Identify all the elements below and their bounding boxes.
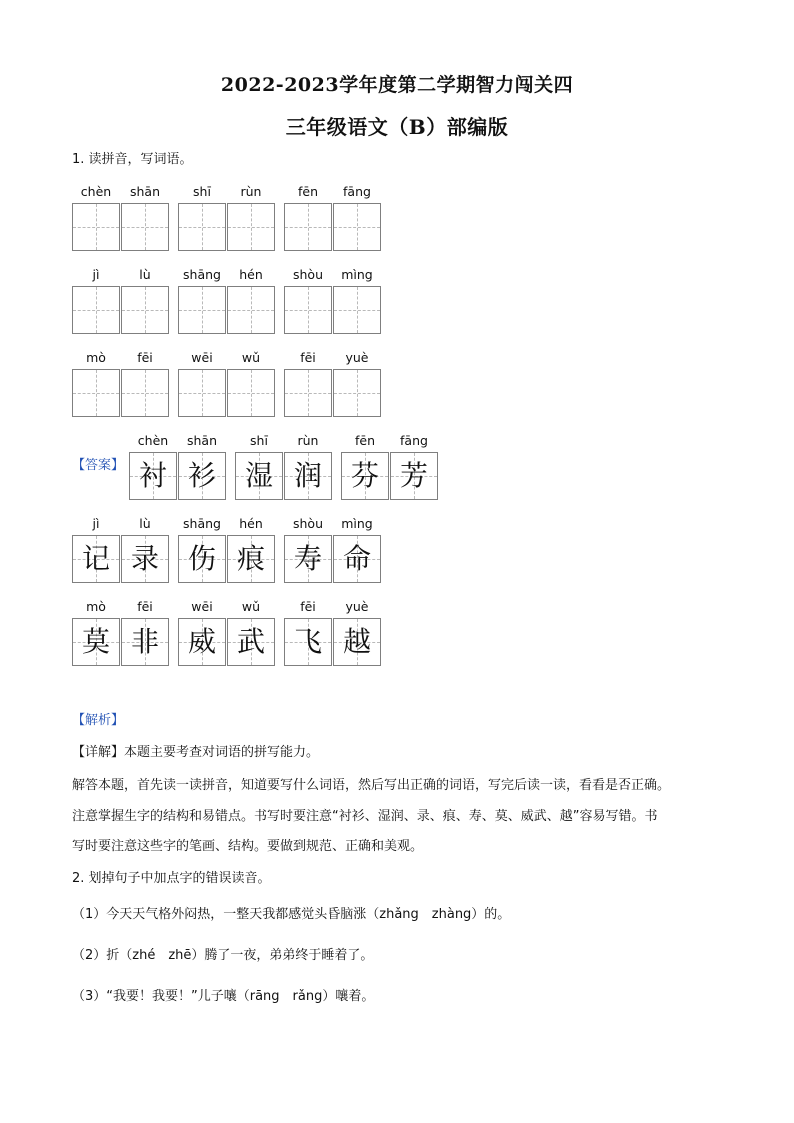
answer-pinyin: yuè — [345, 599, 369, 614]
answer-pinyin: fēi — [300, 599, 316, 614]
answer-pinyin: fāng — [400, 433, 428, 448]
answer-box — [121, 618, 169, 666]
grid-guide-vertical — [145, 287, 146, 333]
answer-character: 非 — [130, 625, 159, 658]
grid-guide-vertical — [145, 204, 146, 250]
answer-character: 芬 — [350, 459, 379, 492]
answer-box — [235, 452, 283, 500]
answer-pinyin: wǔ — [241, 599, 261, 614]
answer-pinyin: lù — [139, 516, 151, 531]
question-1-box[interactable] — [227, 286, 275, 334]
analysis-paragraph-2: 注意掌握生字的结构和易错点。书写时要注意“衬衫、湿润、录、痕、寿、莫、威武、越”容易写错。书 — [72, 809, 658, 824]
answer-character: 记 — [81, 542, 110, 575]
answer-character: 武 — [236, 625, 265, 658]
grid-guide-vertical — [202, 204, 203, 250]
question-1-pinyin: mìng — [341, 267, 373, 282]
grid-guide-vertical — [96, 370, 97, 416]
page-title: 2022-2023学年度第二学期智力闯关四 — [220, 74, 574, 96]
question-1-box[interactable] — [333, 286, 381, 334]
question-1-pinyin: shī — [193, 184, 211, 199]
question-2-item-1: （1）今天天气格外闷热，一整天我都感觉头昏脑涨（zhǎng zhàng）的。 — [72, 907, 511, 922]
question-1-box[interactable] — [72, 286, 120, 334]
answer-pinyin: fēi — [137, 599, 153, 614]
answer-character: 衫 — [187, 459, 216, 492]
answer-pinyin: wēi — [191, 599, 213, 614]
question-1-pinyin: fēi — [300, 350, 316, 365]
grid-guide-vertical — [96, 287, 97, 333]
answer-box — [72, 618, 120, 666]
answer-box — [341, 452, 389, 500]
answer-pinyin: fēn — [354, 433, 375, 448]
question-1-pinyin: lù — [139, 267, 151, 282]
answer-character: 伤 — [187, 542, 216, 575]
question-1-pinyin: shān — [129, 184, 161, 199]
answer-box — [227, 618, 275, 666]
answer-character: 威 — [187, 625, 216, 658]
answer-character: 痕 — [236, 542, 265, 575]
question-1-box[interactable] — [178, 369, 226, 417]
answer-character: 润 — [293, 459, 322, 492]
answer-pinyin: chèn — [137, 433, 169, 448]
answer-character: 录 — [130, 542, 159, 575]
answer-box — [178, 452, 226, 500]
answer-character: 湿 — [244, 459, 273, 492]
answer-box — [333, 535, 381, 583]
answer-character: 越 — [342, 625, 371, 658]
question-1-box[interactable] — [333, 203, 381, 251]
answer-box — [284, 618, 332, 666]
answer-character: 寿 — [293, 542, 322, 575]
answer-box — [129, 452, 177, 500]
detail-line — [72, 744, 319, 762]
grid-guide-vertical — [202, 370, 203, 416]
question-1-pinyin: fēn — [297, 184, 318, 199]
question-1-box[interactable] — [284, 286, 332, 334]
grid-guide-vertical — [251, 204, 252, 250]
question-1-pinyin: yuè — [345, 350, 369, 365]
grid-guide-vertical — [357, 204, 358, 250]
question-1-box[interactable] — [72, 369, 120, 417]
analysis-paragraph-3: 写时要注意这些字的笔画、结构。要做到规范、正确和美观。 — [72, 839, 424, 854]
answer-pinyin: shān — [186, 433, 218, 448]
question-2-item-2: （2）折（zhé zhē）腾了一夜，弟弟终于睡着了。 — [72, 948, 374, 963]
question-1-pinyin: wēi — [191, 350, 213, 365]
page-subtitle: 三年级语文（B）部编版 — [285, 115, 509, 139]
question-1-box[interactable] — [121, 369, 169, 417]
question-1-box[interactable] — [178, 286, 226, 334]
answer-pinyin: mìng — [341, 516, 373, 531]
answer-box — [284, 535, 332, 583]
answer-pinyin: rùn — [297, 433, 319, 448]
grid-guide-vertical — [251, 370, 252, 416]
question-1-box[interactable] — [72, 203, 120, 251]
detail-label: 【详解】 — [72, 745, 125, 760]
answer-box — [333, 618, 381, 666]
question-1-pinyin: fāng — [343, 184, 371, 199]
question-1-box[interactable] — [227, 369, 275, 417]
question-1-box[interactable] — [121, 286, 169, 334]
question-2-prompt: 2. 划掉句子中加点字的错误读音。 — [72, 871, 271, 886]
question-1-prompt: 1. 读拼音，写词语。 — [72, 152, 193, 167]
question-1-pinyin: shāng — [183, 267, 221, 282]
answer-box — [390, 452, 438, 500]
grid-guide-vertical — [96, 204, 97, 250]
question-1-box[interactable] — [333, 369, 381, 417]
answer-pinyin: shāng — [183, 516, 221, 531]
grid-guide-vertical — [357, 370, 358, 416]
grid-guide-vertical — [308, 370, 309, 416]
grid-guide-vertical — [357, 287, 358, 333]
analysis-paragraph-1: 解答本题，首先读一读拼音，知道要写什么词语，然后写出正确的词语，写完后读一读，看看是否正确。 — [72, 778, 671, 793]
question-1-box[interactable] — [178, 203, 226, 251]
answer-box — [178, 618, 226, 666]
answer-label: 【答案】 — [72, 458, 125, 473]
question-2-item-3: （3）“我要！我要！”儿子嚷（rāng rǎng）嚷着。 — [72, 989, 375, 1004]
answer-pinyin: mò — [86, 599, 106, 614]
question-1-pinyin: fēi — [137, 350, 153, 365]
answer-box — [121, 535, 169, 583]
question-1-pinyin: shòu — [292, 267, 323, 282]
question-1-box[interactable] — [284, 369, 332, 417]
question-1-pinyin: hén — [239, 267, 263, 282]
answer-character: 莫 — [81, 625, 110, 658]
question-1-pinyin: jì — [92, 267, 100, 282]
grid-guide-vertical — [308, 204, 309, 250]
question-1-box[interactable] — [284, 203, 332, 251]
answer-box — [178, 535, 226, 583]
answer-box — [284, 452, 332, 500]
question-1-pinyin: chèn — [80, 184, 112, 199]
detail-text: 本题主要考查对词语的拼写能力。 — [124, 745, 320, 760]
question-1-pinyin: rùn — [240, 184, 262, 199]
answer-box — [227, 535, 275, 583]
answer-character: 芳 — [399, 459, 428, 492]
answer-character: 飞 — [293, 625, 322, 658]
analysis-label: 【解析】 — [72, 713, 125, 728]
question-1-box[interactable] — [227, 203, 275, 251]
grid-guide-vertical — [145, 370, 146, 416]
question-1-pinyin: mò — [86, 350, 106, 365]
answer-box — [72, 535, 120, 583]
grid-guide-vertical — [251, 287, 252, 333]
grid-guide-vertical — [202, 287, 203, 333]
grid-guide-vertical — [308, 287, 309, 333]
question-1-box[interactable] — [121, 203, 169, 251]
answer-pinyin: jì — [92, 516, 100, 531]
answer-character: 命 — [342, 542, 371, 575]
answer-pinyin: shī — [250, 433, 268, 448]
question-1-pinyin: wǔ — [241, 350, 261, 365]
answer-pinyin: hén — [239, 516, 263, 531]
answer-character: 衬 — [138, 459, 167, 492]
answer-pinyin: shòu — [292, 516, 323, 531]
